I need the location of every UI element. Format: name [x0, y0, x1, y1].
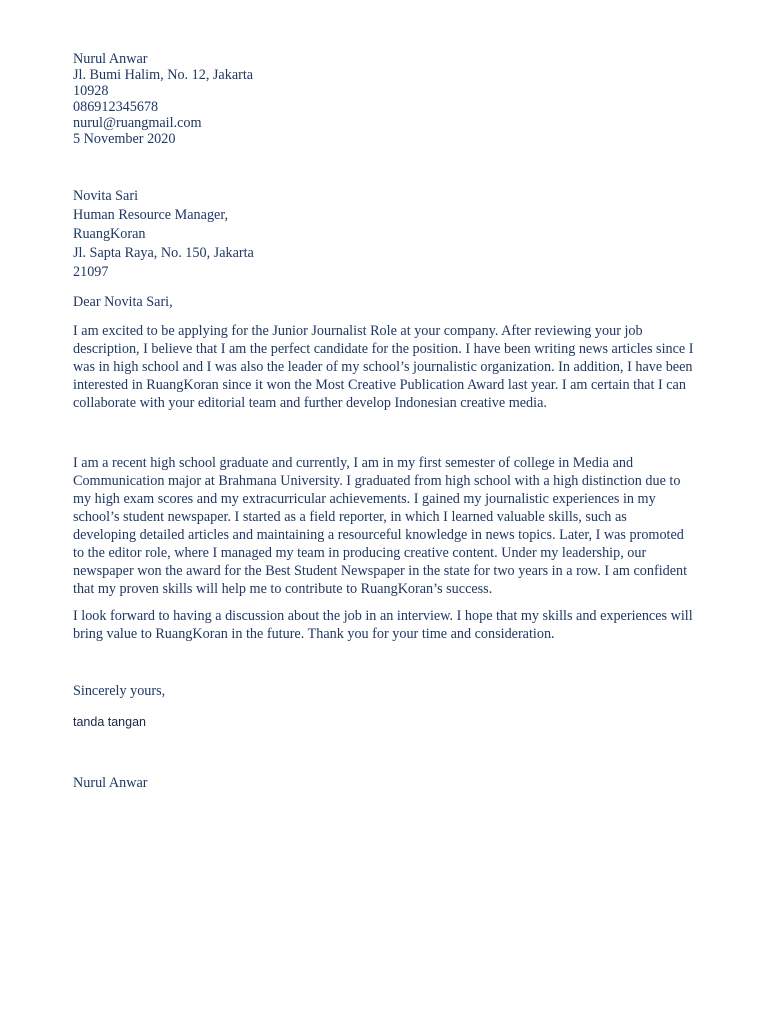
paragraph-line: my high exam scores and my extracurricular achievements. I gained my journalistic experiences in my — [73, 491, 656, 507]
paragraph-line: I am excited to be applying for the Junior Journalist Role at your company. After reviewing your job — [73, 323, 643, 339]
signed-name: Nurul Anwar — [73, 775, 148, 791]
paragraph-line: interested in RuangKoran since it won the Most Creative Publication Award last year. I am certain that I can — [73, 377, 686, 393]
recipient-postal-code: 21097 — [73, 264, 109, 280]
sender-name: Nurul Anwar — [73, 51, 148, 67]
paragraph-line: newspaper won the award for the Best Student Newspaper in the state for two years in a row. I am confident — [73, 563, 688, 579]
recipient-name: Novita Sari — [73, 188, 139, 204]
paragraph-line: that my proven skills will help me to contribute to RuangKoran’s success. — [73, 581, 493, 597]
paragraph-line: school’s student newspaper. I started as a field reporter, in which I learned valuable skills, such as — [73, 509, 627, 525]
recipient-block — [73, 187, 254, 282]
sender-block — [73, 51, 253, 147]
recipient-address: Jl. Sapta Raya, No. 150, Jakarta — [73, 245, 254, 261]
paragraph-line: description, I believe that I am the perfect candidate for the position. I have been writing news articles since I — [73, 341, 694, 357]
sender-postal-code: 10928 — [73, 83, 109, 99]
recipient-company: RuangKoran — [73, 226, 146, 242]
closing: Sincerely yours, — [73, 683, 166, 699]
body-paragraph-3 — [73, 607, 693, 643]
sender-phone: 086912345678 — [73, 99, 159, 115]
paragraph-line: I am a recent high school graduate and currently, I am in my first semester of college in Media and — [73, 455, 634, 471]
paragraph-line: was in high school and I was also the leader of my school’s journalistic organization. In addition, I have been — [73, 359, 693, 375]
signature-placeholder: tanda tangan — [73, 715, 146, 729]
sender-address: Jl. Bumi Halim, No. 12, Jakarta — [73, 67, 254, 83]
letter-date: 5 November 2020 — [73, 131, 176, 147]
paragraph-line: collaborate with your editorial team and further develop Indonesian creative media. — [73, 395, 547, 411]
recipient-title: Human Resource Manager, — [73, 207, 229, 223]
sender-email: nurul@ruangmail.com — [73, 115, 202, 131]
paragraph-line: to the editor role, where I managed my team in producing creative content. Under my leadership, our — [73, 545, 647, 561]
paragraph-line: bring value to RuangKoran in the future. Thank you for your time and consideration. — [73, 626, 555, 642]
salutation: Dear Novita Sari, — [73, 294, 173, 310]
paragraph-line: Communication major at Brahmana University. I graduated from high school with a high distinction due to — [73, 473, 681, 489]
paragraph-line: I look forward to having a discussion about the job in an interview. I hope that my skills and experiences will — [73, 608, 693, 624]
body-paragraph-2 — [73, 454, 687, 598]
body-paragraph-1 — [73, 322, 693, 412]
paragraph-line: developing detailed articles and maintaining a resourceful knowledge in news topics. Later, I was promoted — [73, 527, 684, 543]
